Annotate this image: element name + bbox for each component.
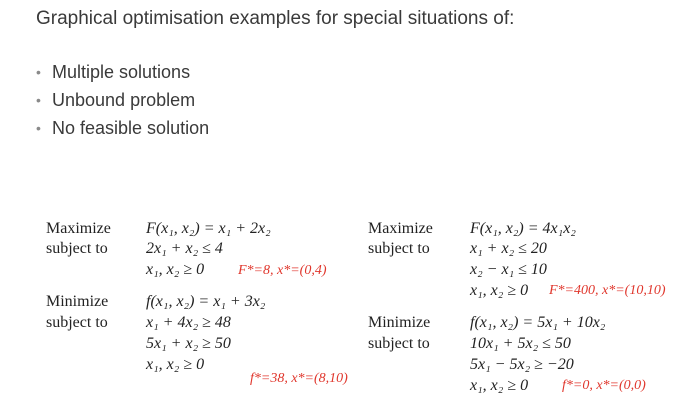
bullet-icon: • <box>36 92 41 108</box>
objective-function: f(x₁, x₂) = x₁ + 3x₂ <box>146 293 266 310</box>
bullet-label: Unbound problem <box>52 90 196 110</box>
objective-function: f(x₁, x₂) = 5x₁ + 10x₂ <box>470 314 606 331</box>
constraint: x₂ − x₁ ≤ 10 <box>470 261 547 278</box>
constraint-keyword: subject to <box>368 240 430 257</box>
objective-keyword: Maximize <box>46 220 111 237</box>
solution-note: F*=400, x*=(10,10) <box>549 283 666 298</box>
constraint: x₁ + 4x₂ ≥ 48 <box>146 314 231 331</box>
constraint: 5x₁ − 5x₂ ≥ −20 <box>470 356 574 373</box>
constraint-keyword: subject to <box>46 314 108 331</box>
bullet-label: No feasible solution <box>52 118 210 138</box>
bullet-icon: • <box>36 64 41 80</box>
constraint-keyword: subject to <box>368 335 430 352</box>
constraint: x₁, x₂ ≥ 0 <box>470 377 529 394</box>
constraint: x₁, x₂ ≥ 0 <box>146 261 205 278</box>
objective-keyword: Minimize <box>368 314 431 331</box>
constraint: x₁, x₂ ≥ 0 <box>470 282 529 299</box>
objective-keyword: Maximize <box>368 220 433 237</box>
constraint: 10x₁ + 5x₂ ≤ 50 <box>470 335 571 352</box>
bullet-label: Multiple solutions <box>52 62 191 82</box>
page-heading: Graphical optimisation examples for special situations of: <box>36 8 515 29</box>
situation-list <box>36 58 209 142</box>
constraint: 2x₁ + x₂ ≤ 4 <box>146 240 223 257</box>
solution-note: f*=0, x*=(0,0) <box>562 378 646 393</box>
constraint-keyword: subject to <box>46 240 108 257</box>
bullet-icon: • <box>36 120 41 136</box>
constraint: x₁, x₂ ≥ 0 <box>146 356 205 373</box>
list-item <box>36 114 209 142</box>
list-item <box>36 86 209 114</box>
objective-function: F(x₁, x₂) = 4x₁x₂ <box>470 220 576 237</box>
constraint: x₁ + x₂ ≤ 20 <box>470 240 547 257</box>
solution-note: F*=8, x*=(0,4) <box>238 263 327 278</box>
constraint: 5x₁ + x₂ ≥ 50 <box>146 335 231 352</box>
list-item <box>36 58 209 86</box>
objective-function: F(x₁, x₂) = x₁ + 2x₂ <box>146 220 271 237</box>
objective-keyword: Minimize <box>46 293 109 310</box>
solution-note: f*=38, x*=(8,10) <box>250 371 348 386</box>
